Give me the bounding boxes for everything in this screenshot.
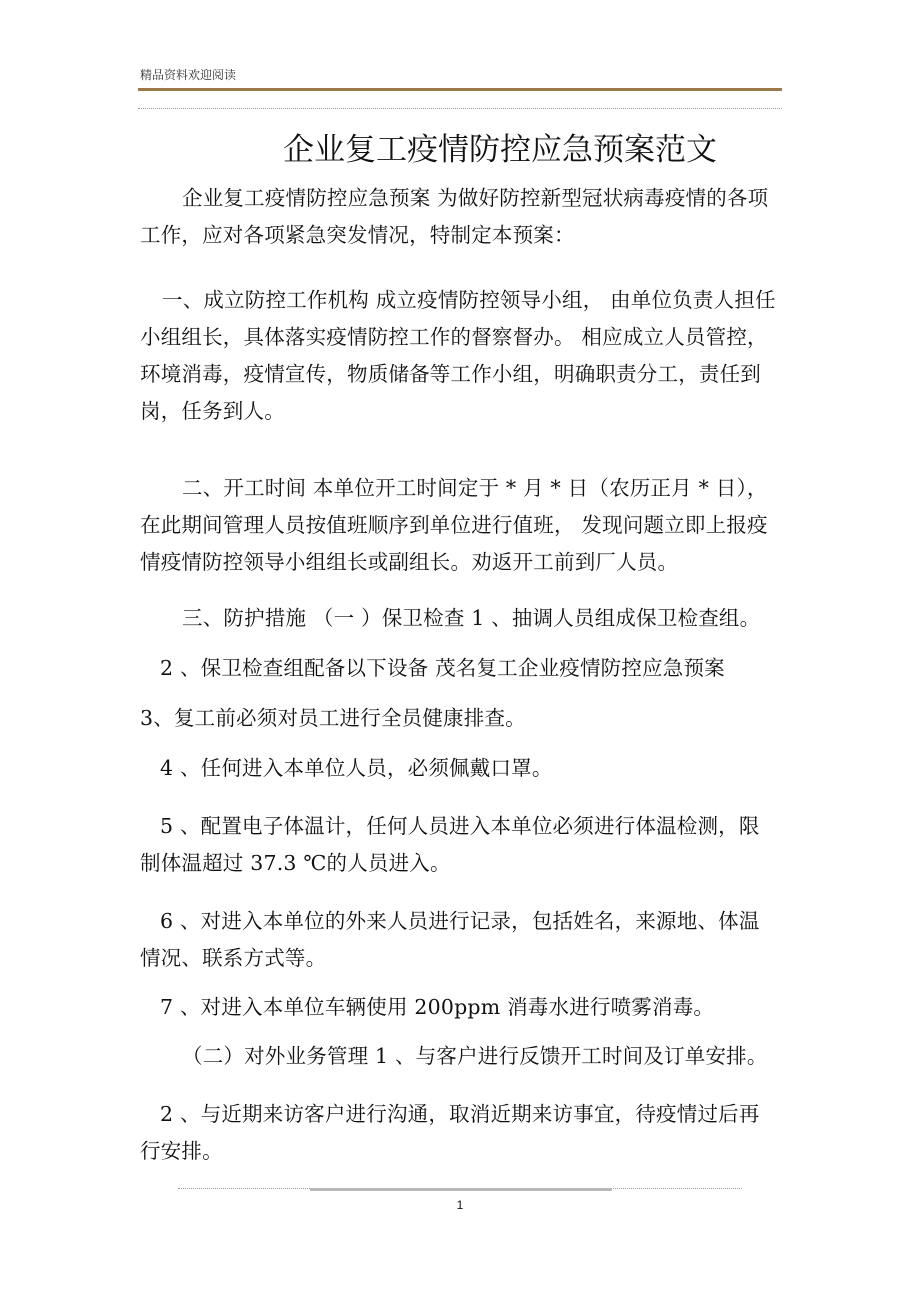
list-item-2: 2 、保卫检查组配备以下设备 茂名复工企业疫情防控应急预案 xyxy=(160,656,725,680)
header-rule xyxy=(138,88,782,91)
intro-paragraph: 企业复工疫情防控应急预案 为做好防控新型冠状病毒疫情的各项工作，应对各项紧急突发情况，特制定本预案： xyxy=(140,186,769,247)
header-text: 精品资料欢迎阅读 xyxy=(140,68,237,82)
section-2-paragraph: 二、开工时间 本单位开工时间定于 * 月 * 日（农历正月 * 日），在此期间管理人员按值班顺序到单位进行值班， 发现问题立即上报疫情疫情防控领导小组组长或副组长。劝返开工前到厂人员。 xyxy=(140,476,768,574)
section-1-paragraph: 一、成立防控工作机构 成立疫情防控领导小组， 由单位负责人担任小组组长，具体落实疫情防控工作的督察督办。 相应成立人员管控，环境消毒，疫情宣传，物质储备等工作小组，明确职责分工，责任到岗，任务到人。 xyxy=(140,288,776,423)
section-3-heading: 三、防护措施 （一 ）保卫检查 1 、抽调人员组成保卫检查组。 xyxy=(182,606,761,630)
list-item-2b: 2 、与近期来访客户进行沟通，取消近期来访事宜，待疫情过后再行安排。 xyxy=(140,1102,760,1163)
list-item-5: 5 、配置电子体温计，任何人员进入本单位必须进行体温检测，限制体温超过 37.3 ℃的人员进入。 xyxy=(140,814,760,875)
list-item-7: 7 、对进入本单位车辆使用 200ppm 消毒水进行喷雾消毒。 xyxy=(160,995,715,1019)
list-item-6: 6 、对进入本单位的外来人员进行记录，包括姓名，来源地、体温情况、联系方式等。 xyxy=(140,909,760,970)
list-item-4: 4 、任何进入本单位人员，必须佩戴口罩。 xyxy=(160,756,553,780)
footer-rule xyxy=(310,1188,612,1191)
header-dotted-line xyxy=(138,108,782,109)
document-title: 企业复工疫情防控应急预案范文 xyxy=(283,132,717,168)
page-number: 1 xyxy=(456,1198,464,1212)
list-item-3: 3、复工前必须对员工进行全员健康排查。 xyxy=(140,706,526,730)
subsection-2-heading: （二）对外业务管理 1 、与客户进行反馈开工时间及订单安排。 xyxy=(182,1044,768,1068)
